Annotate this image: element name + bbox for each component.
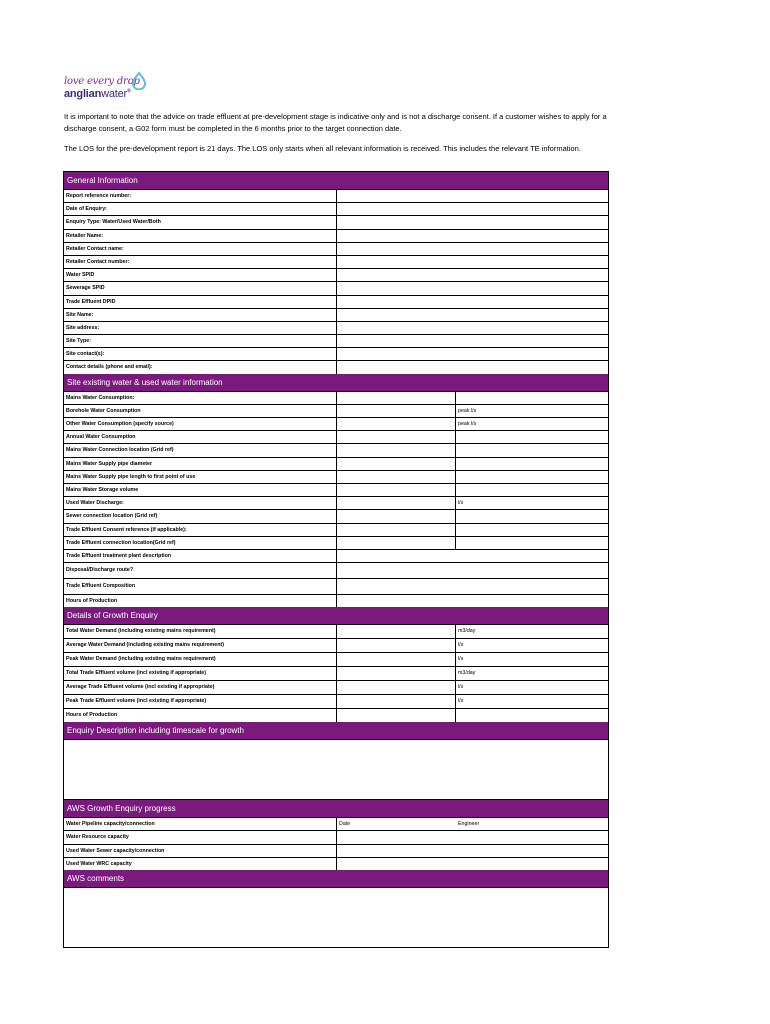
field-label: Mains Water Consumption:: [64, 392, 337, 404]
field-label: Used Water Discharge:: [64, 497, 337, 509]
field-value-input[interactable]: [337, 243, 607, 255]
table-row: [64, 405, 608, 418]
table-row: [64, 418, 608, 431]
field-label: Peak Water Demand (including existing mains requirement): [64, 653, 337, 666]
table-row: [64, 579, 608, 595]
field-label: Trade Effluent treatment plant description: [64, 550, 337, 562]
field-label: Site contact(s):: [64, 348, 337, 360]
field-label: Trade Effluent connection location(Grid ref): [64, 537, 337, 549]
table-row: [64, 361, 608, 373]
field-value-input[interactable]: [337, 695, 456, 708]
date-column-header: Date: [339, 821, 351, 828]
field-label: Disposal/Discharge route?: [64, 563, 337, 578]
table-row: [64, 230, 608, 243]
field-value-input[interactable]: [337, 269, 607, 281]
table-row: [64, 510, 608, 523]
field-value-input[interactable]: [337, 681, 456, 694]
enquiry-description-field[interactable]: [64, 740, 608, 800]
field-value-input[interactable]: [337, 309, 607, 321]
field-label: Water Resource capacity: [64, 831, 337, 843]
intro-paragraph-1: It is important to note that the advice on trade effluent at pre-development stage is indicative only and is not a discharge consent. If a customer wishes to apply for a discharge consent, a G02 form must be completed in the 6 months prior to the target connection date.: [64, 112, 607, 133]
field-label: Total Trade Effluent volume (incl existing if appropriate): [64, 667, 337, 680]
table-row: [64, 524, 608, 537]
field-value-input[interactable]: [337, 550, 607, 562]
table-row: [64, 216, 608, 229]
field-label: Water Pipeline capacity/connection: [64, 818, 337, 830]
field-label: Site Type:: [64, 335, 337, 347]
field-value-input[interactable]: [337, 709, 456, 722]
table-row: [64, 322, 608, 335]
table-row: [64, 471, 608, 484]
table-row: [64, 497, 608, 510]
enquiry-form: [63, 171, 609, 948]
field-unit: [456, 510, 607, 522]
field-value-input[interactable]: [337, 579, 607, 594]
section-existing-water: Site existing water & used water information: [64, 374, 608, 392]
field-value-input[interactable]: [337, 595, 607, 607]
field-unit: [456, 392, 607, 404]
table-row: [64, 296, 608, 309]
field-label: Date of Enquiry:: [64, 203, 337, 215]
field-label: Hours of Production: [64, 709, 337, 722]
table-row: [64, 269, 608, 282]
field-value-input[interactable]: [337, 667, 456, 680]
general-information-rows: [64, 190, 608, 374]
field-value-input[interactable]: [337, 471, 456, 483]
field-value-input[interactable]: [337, 458, 456, 470]
field-unit: [456, 709, 607, 722]
table-row: [64, 309, 608, 322]
field-value-input[interactable]: [337, 444, 456, 456]
table-row: [64, 282, 608, 295]
field-label: Sewerage SPID: [64, 282, 337, 294]
date-input[interactable]: [337, 858, 456, 870]
field-label: Retailer Contact name:: [64, 243, 337, 255]
table-row: [64, 653, 608, 667]
field-unit: l/s: [458, 500, 464, 507]
table-row: [64, 431, 608, 444]
field-value-input[interactable]: [337, 190, 607, 202]
field-label: Total Water Demand (including existing mains requirement): [64, 625, 337, 638]
field-value-input[interactable]: [337, 639, 456, 652]
field-label: Site Name:: [64, 309, 337, 321]
section-growth-enquiry: Details of Growth Enquiry: [64, 607, 608, 625]
field-unit: [456, 484, 607, 496]
table-row: [64, 845, 608, 858]
field-label: Mains Water Connection location (Grid ref): [64, 444, 337, 456]
logo-registered-mark: ®: [127, 88, 131, 95]
field-label: Site address:: [64, 322, 337, 334]
table-row: [64, 625, 608, 639]
table-row: [64, 831, 608, 844]
water-drop-icon: [132, 72, 146, 90]
table-row: [64, 392, 608, 405]
date-input[interactable]: [337, 831, 456, 843]
field-label: Contact details (phone and email):: [64, 361, 337, 373]
field-unit: l/s: [458, 642, 464, 649]
engineer-input[interactable]: [456, 858, 607, 870]
field-value-input[interactable]: [337, 335, 607, 347]
field-value-input[interactable]: [337, 418, 456, 430]
field-value-input[interactable]: [337, 484, 456, 496]
field-label: Enquiry Type: Water/Used Water/Both: [64, 216, 337, 228]
field-value-input[interactable]: [337, 510, 456, 522]
field-label: Used Water WRC capacity: [64, 858, 337, 870]
table-row: [64, 818, 608, 831]
field-value-input[interactable]: [337, 322, 607, 334]
section-general-information: General Information: [64, 172, 608, 190]
field-value-input[interactable]: [337, 230, 607, 242]
table-row: [64, 667, 608, 681]
table-row: [64, 335, 608, 348]
table-row: [64, 681, 608, 695]
table-row: [64, 563, 608, 579]
table-row: [64, 709, 608, 722]
intro-paragraph-2: The LOS for the pre-development report is 21 days. The LOS only starts when all relevant information is received. This includes the relevant TE information.: [64, 144, 581, 153]
field-unit: m3/day: [458, 670, 476, 677]
field-value-input[interactable]: [337, 282, 607, 294]
engineer-column-header: Engineer: [458, 821, 480, 828]
field-unit: peak l/s: [458, 421, 477, 427]
field-label: Average Trade Effluent volume (incl existing if appropriate): [64, 681, 337, 694]
section-growth-progress: AWS Growth Enquiry progress: [64, 800, 608, 818]
field-unit: peak l/s: [458, 407, 477, 414]
field-label: Report reference number:: [64, 190, 337, 202]
field-label: Retailer Name:: [64, 230, 337, 242]
field-value-input[interactable]: [337, 497, 456, 509]
field-value-input[interactable]: [337, 563, 607, 578]
logo-brand-bold: anglian: [64, 88, 102, 100]
field-unit: l/s: [458, 684, 464, 691]
table-row: [64, 190, 608, 203]
table-row: [64, 639, 608, 653]
field-label: Mains Water Supply pipe length to first point of use: [64, 471, 337, 483]
field-value-input[interactable]: [337, 405, 456, 417]
table-row: [64, 243, 608, 256]
logo-tagline: love every drop: [64, 76, 140, 87]
field-label: Other Water Consumption (specify source): [64, 418, 337, 430]
engineer-input[interactable]: [456, 831, 607, 843]
table-row: [64, 203, 608, 216]
field-unit: [456, 524, 607, 536]
field-unit: m3/day: [458, 628, 476, 635]
field-value-input[interactable]: [337, 537, 456, 549]
anglian-water-logo: [64, 72, 164, 104]
table-row: [64, 695, 608, 709]
field-value-input[interactable]: [337, 296, 607, 308]
field-value-input[interactable]: [337, 348, 607, 360]
field-value-input[interactable]: [337, 361, 607, 373]
table-row: [64, 537, 608, 550]
field-value-input[interactable]: [337, 203, 607, 215]
table-row: [64, 484, 608, 497]
table-row: [64, 348, 608, 361]
field-label: Sewer connection location (Grid ref): [64, 510, 337, 522]
field-label: Used Water Sewer capacity/connection: [64, 845, 337, 857]
field-unit: [456, 471, 607, 483]
field-value-input[interactable]: [337, 392, 456, 404]
table-row: [64, 458, 608, 471]
field-label: Trade Effluent Composition: [64, 579, 337, 594]
section-aws-comments: AWS comments: [64, 870, 608, 888]
field-unit: [456, 458, 607, 470]
field-label: Hours of Production: [64, 595, 337, 607]
field-label: Annual Water Consumption: [64, 431, 337, 443]
field-label: Trade Effluent Consent reference (if applicable):: [64, 524, 337, 536]
field-label: Trade Effluent DPID: [64, 296, 337, 308]
field-value-input[interactable]: [337, 216, 607, 228]
field-label: Peak Trade Effluent volume (incl existing if appropriate): [64, 695, 337, 708]
existing-water-rows: [64, 392, 608, 608]
aws-comments-field[interactable]: [64, 888, 608, 947]
field-label: Water SPID: [64, 269, 337, 281]
field-value-input[interactable]: [337, 256, 607, 268]
field-value-input[interactable]: [337, 431, 456, 443]
field-value-input[interactable]: [337, 524, 456, 536]
field-label: Mains Water Storage volume: [64, 484, 337, 496]
field-value-input[interactable]: [337, 653, 456, 666]
engineer-input[interactable]: [456, 845, 607, 857]
growth-progress-rows: [64, 818, 608, 870]
field-unit: [456, 431, 607, 443]
table-row: [64, 595, 608, 607]
field-label: Retailer Contact number:: [64, 256, 337, 268]
logo-brand: [64, 88, 131, 100]
table-row: [64, 550, 608, 563]
field-unit: l/s: [458, 698, 464, 705]
field-unit: l/s: [458, 656, 464, 663]
field-label: Borehole Water Consumption: [64, 405, 337, 417]
field-label: Average Water Demand (including existing mains requirement): [64, 639, 337, 652]
field-unit: [456, 537, 607, 549]
table-row: [64, 858, 608, 870]
field-value-input[interactable]: [337, 625, 456, 638]
growth-enquiry-rows: [64, 625, 608, 722]
field-unit: [456, 444, 607, 456]
table-row: [64, 444, 608, 457]
field-label: Mains Water Supply pipe diameter: [64, 458, 337, 470]
section-enquiry-description: Enquiry Description including timescale for growth: [64, 722, 608, 740]
logo-brand-light: water: [101, 88, 128, 100]
date-input[interactable]: [337, 845, 456, 857]
table-row: [64, 256, 608, 269]
